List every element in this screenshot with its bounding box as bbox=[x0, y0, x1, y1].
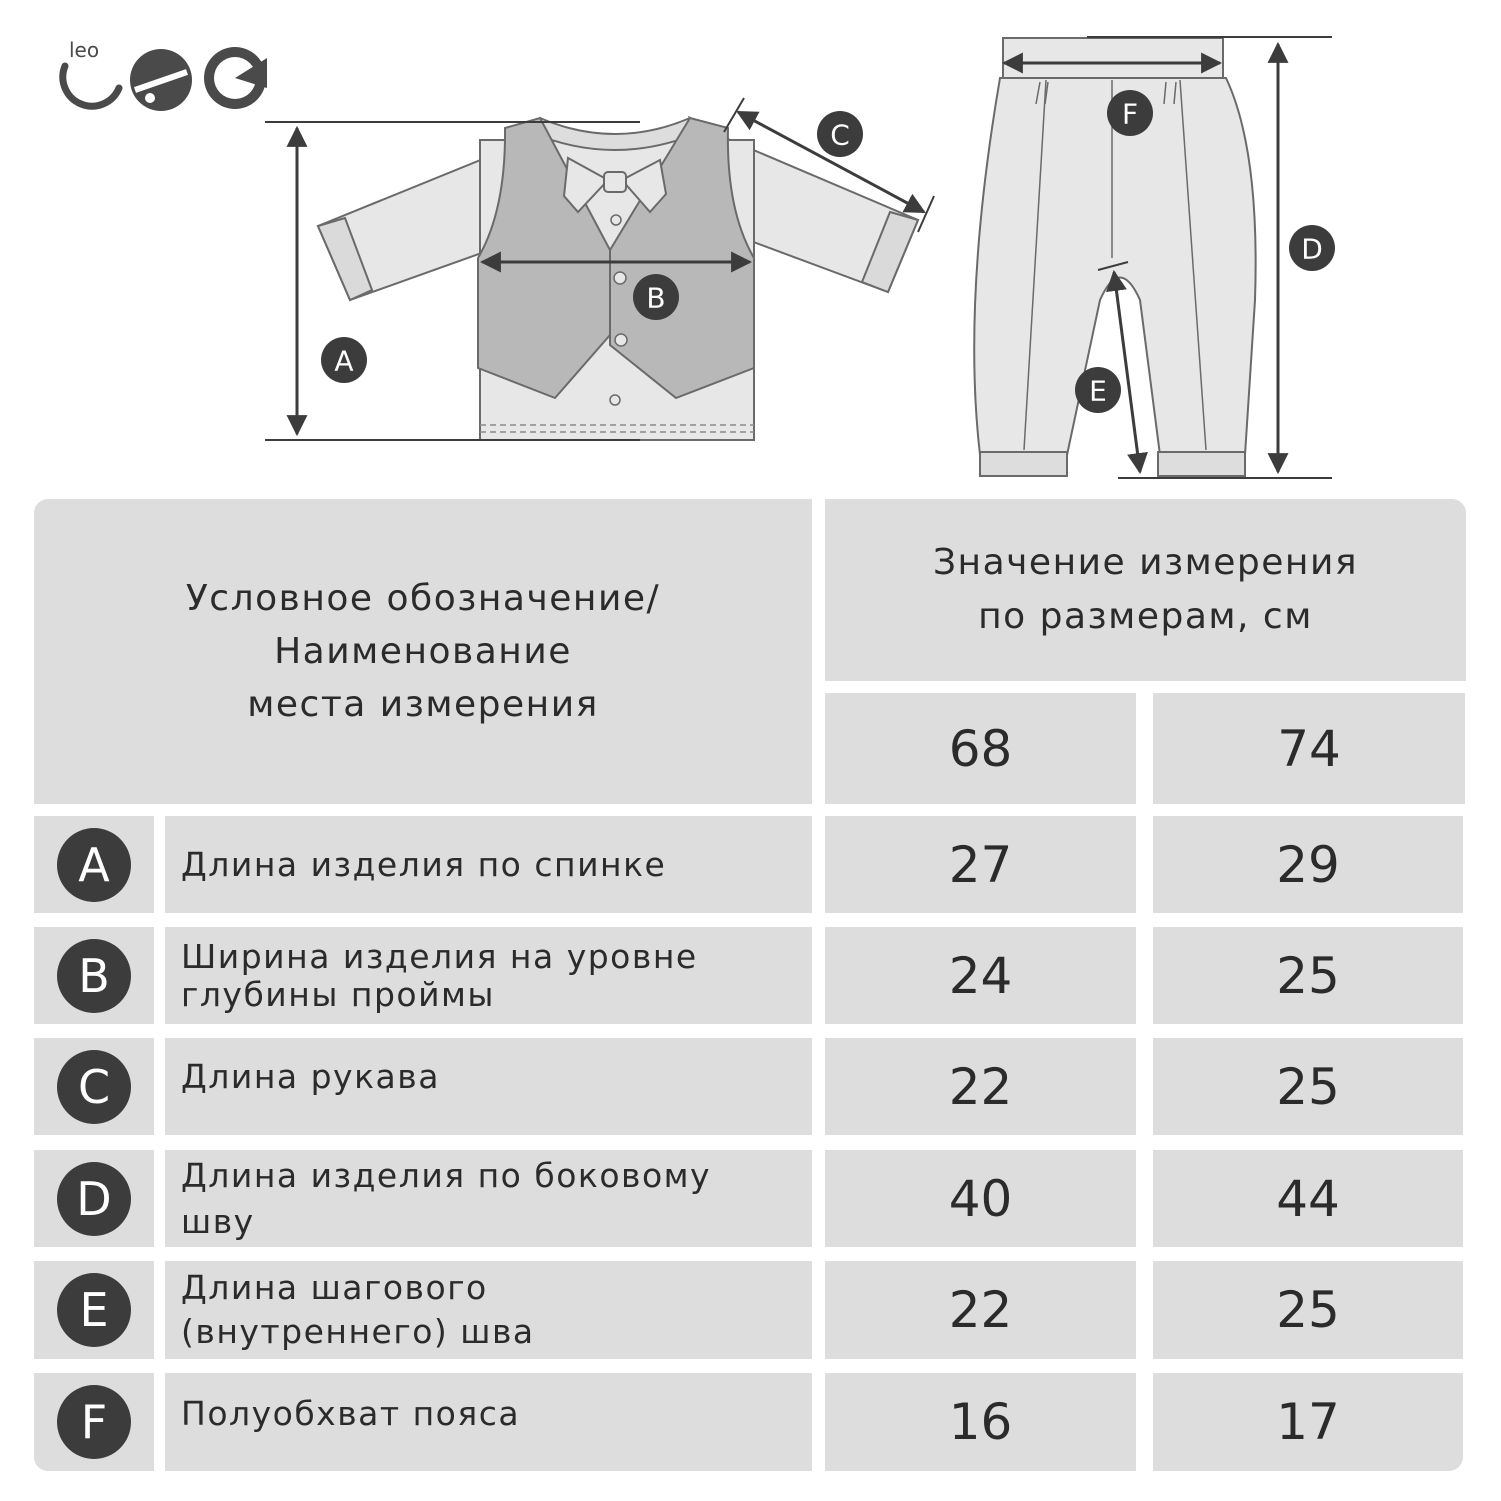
row-name: Ширина изделия на уровне глубины проймы bbox=[181, 936, 698, 1014]
table-row-name-cell bbox=[165, 927, 812, 1024]
row-value-68: 22 bbox=[825, 1261, 1136, 1359]
header-measurement-value bbox=[825, 499, 1466, 681]
row-value-68: 16 bbox=[825, 1373, 1136, 1471]
table-row-name-cell bbox=[165, 816, 812, 913]
header-left-text: Условное обозначение/ Наименование места измерения bbox=[185, 578, 661, 725]
row-badge: F bbox=[57, 1385, 131, 1459]
row-name: Длина изделия по спинке bbox=[181, 844, 667, 884]
label-f: F bbox=[1121, 97, 1139, 131]
size-header-74: 74 bbox=[1153, 693, 1465, 804]
table-row-letter-cell bbox=[34, 1150, 154, 1247]
row-value-74: 25 bbox=[1153, 1261, 1463, 1359]
label-e: E bbox=[1089, 374, 1107, 408]
row-value-68: 27 bbox=[825, 816, 1136, 913]
row-value-68: 24 bbox=[825, 927, 1136, 1024]
size-header-68: 68 bbox=[825, 693, 1136, 804]
label-c: C bbox=[830, 118, 850, 152]
table-row-letter-cell bbox=[34, 1261, 154, 1359]
label-d: D bbox=[1301, 232, 1323, 266]
garment-diagram bbox=[0, 0, 1501, 500]
logo-word: leo bbox=[69, 38, 100, 62]
row-name: Длина шагового (внутреннего) шва bbox=[181, 1268, 535, 1351]
table-row-name-cell bbox=[165, 1373, 812, 1471]
table-row-name-cell bbox=[165, 1261, 812, 1359]
table-row-letter-cell bbox=[34, 1373, 154, 1471]
row-value-74: 25 bbox=[1153, 1038, 1463, 1135]
row-value-68: 22 bbox=[825, 1038, 1136, 1135]
row-value-74: 29 bbox=[1153, 816, 1463, 913]
table-row-name-cell bbox=[165, 1038, 812, 1135]
row-badge: C bbox=[57, 1050, 131, 1124]
table-row-letter-cell bbox=[34, 927, 154, 1024]
row-name: Длина рукава bbox=[181, 1057, 440, 1096]
row-name: Полуобхват пояса bbox=[181, 1394, 521, 1433]
table-row-letter-cell bbox=[34, 816, 154, 913]
row-badge: B bbox=[57, 939, 131, 1013]
table-row-letter-cell bbox=[34, 1038, 154, 1135]
row-badge: A bbox=[57, 828, 131, 902]
dimension-e bbox=[1114, 272, 1140, 472]
label-b: B bbox=[646, 281, 666, 315]
row-value-74: 25 bbox=[1153, 927, 1463, 1024]
row-name: Длина изделия по боковому шву bbox=[181, 1155, 712, 1241]
table-row-name-cell bbox=[165, 1150, 812, 1247]
header-right-text: Значение измерения по размерам, см bbox=[932, 542, 1359, 637]
row-badge: E bbox=[57, 1273, 131, 1347]
row-badge: D bbox=[57, 1162, 131, 1236]
row-value-74: 44 bbox=[1153, 1150, 1463, 1247]
row-value-74: 17 bbox=[1153, 1373, 1463, 1471]
row-value-68: 40 bbox=[825, 1150, 1136, 1247]
label-a: A bbox=[334, 344, 354, 378]
header-measurement-name bbox=[34, 499, 812, 804]
